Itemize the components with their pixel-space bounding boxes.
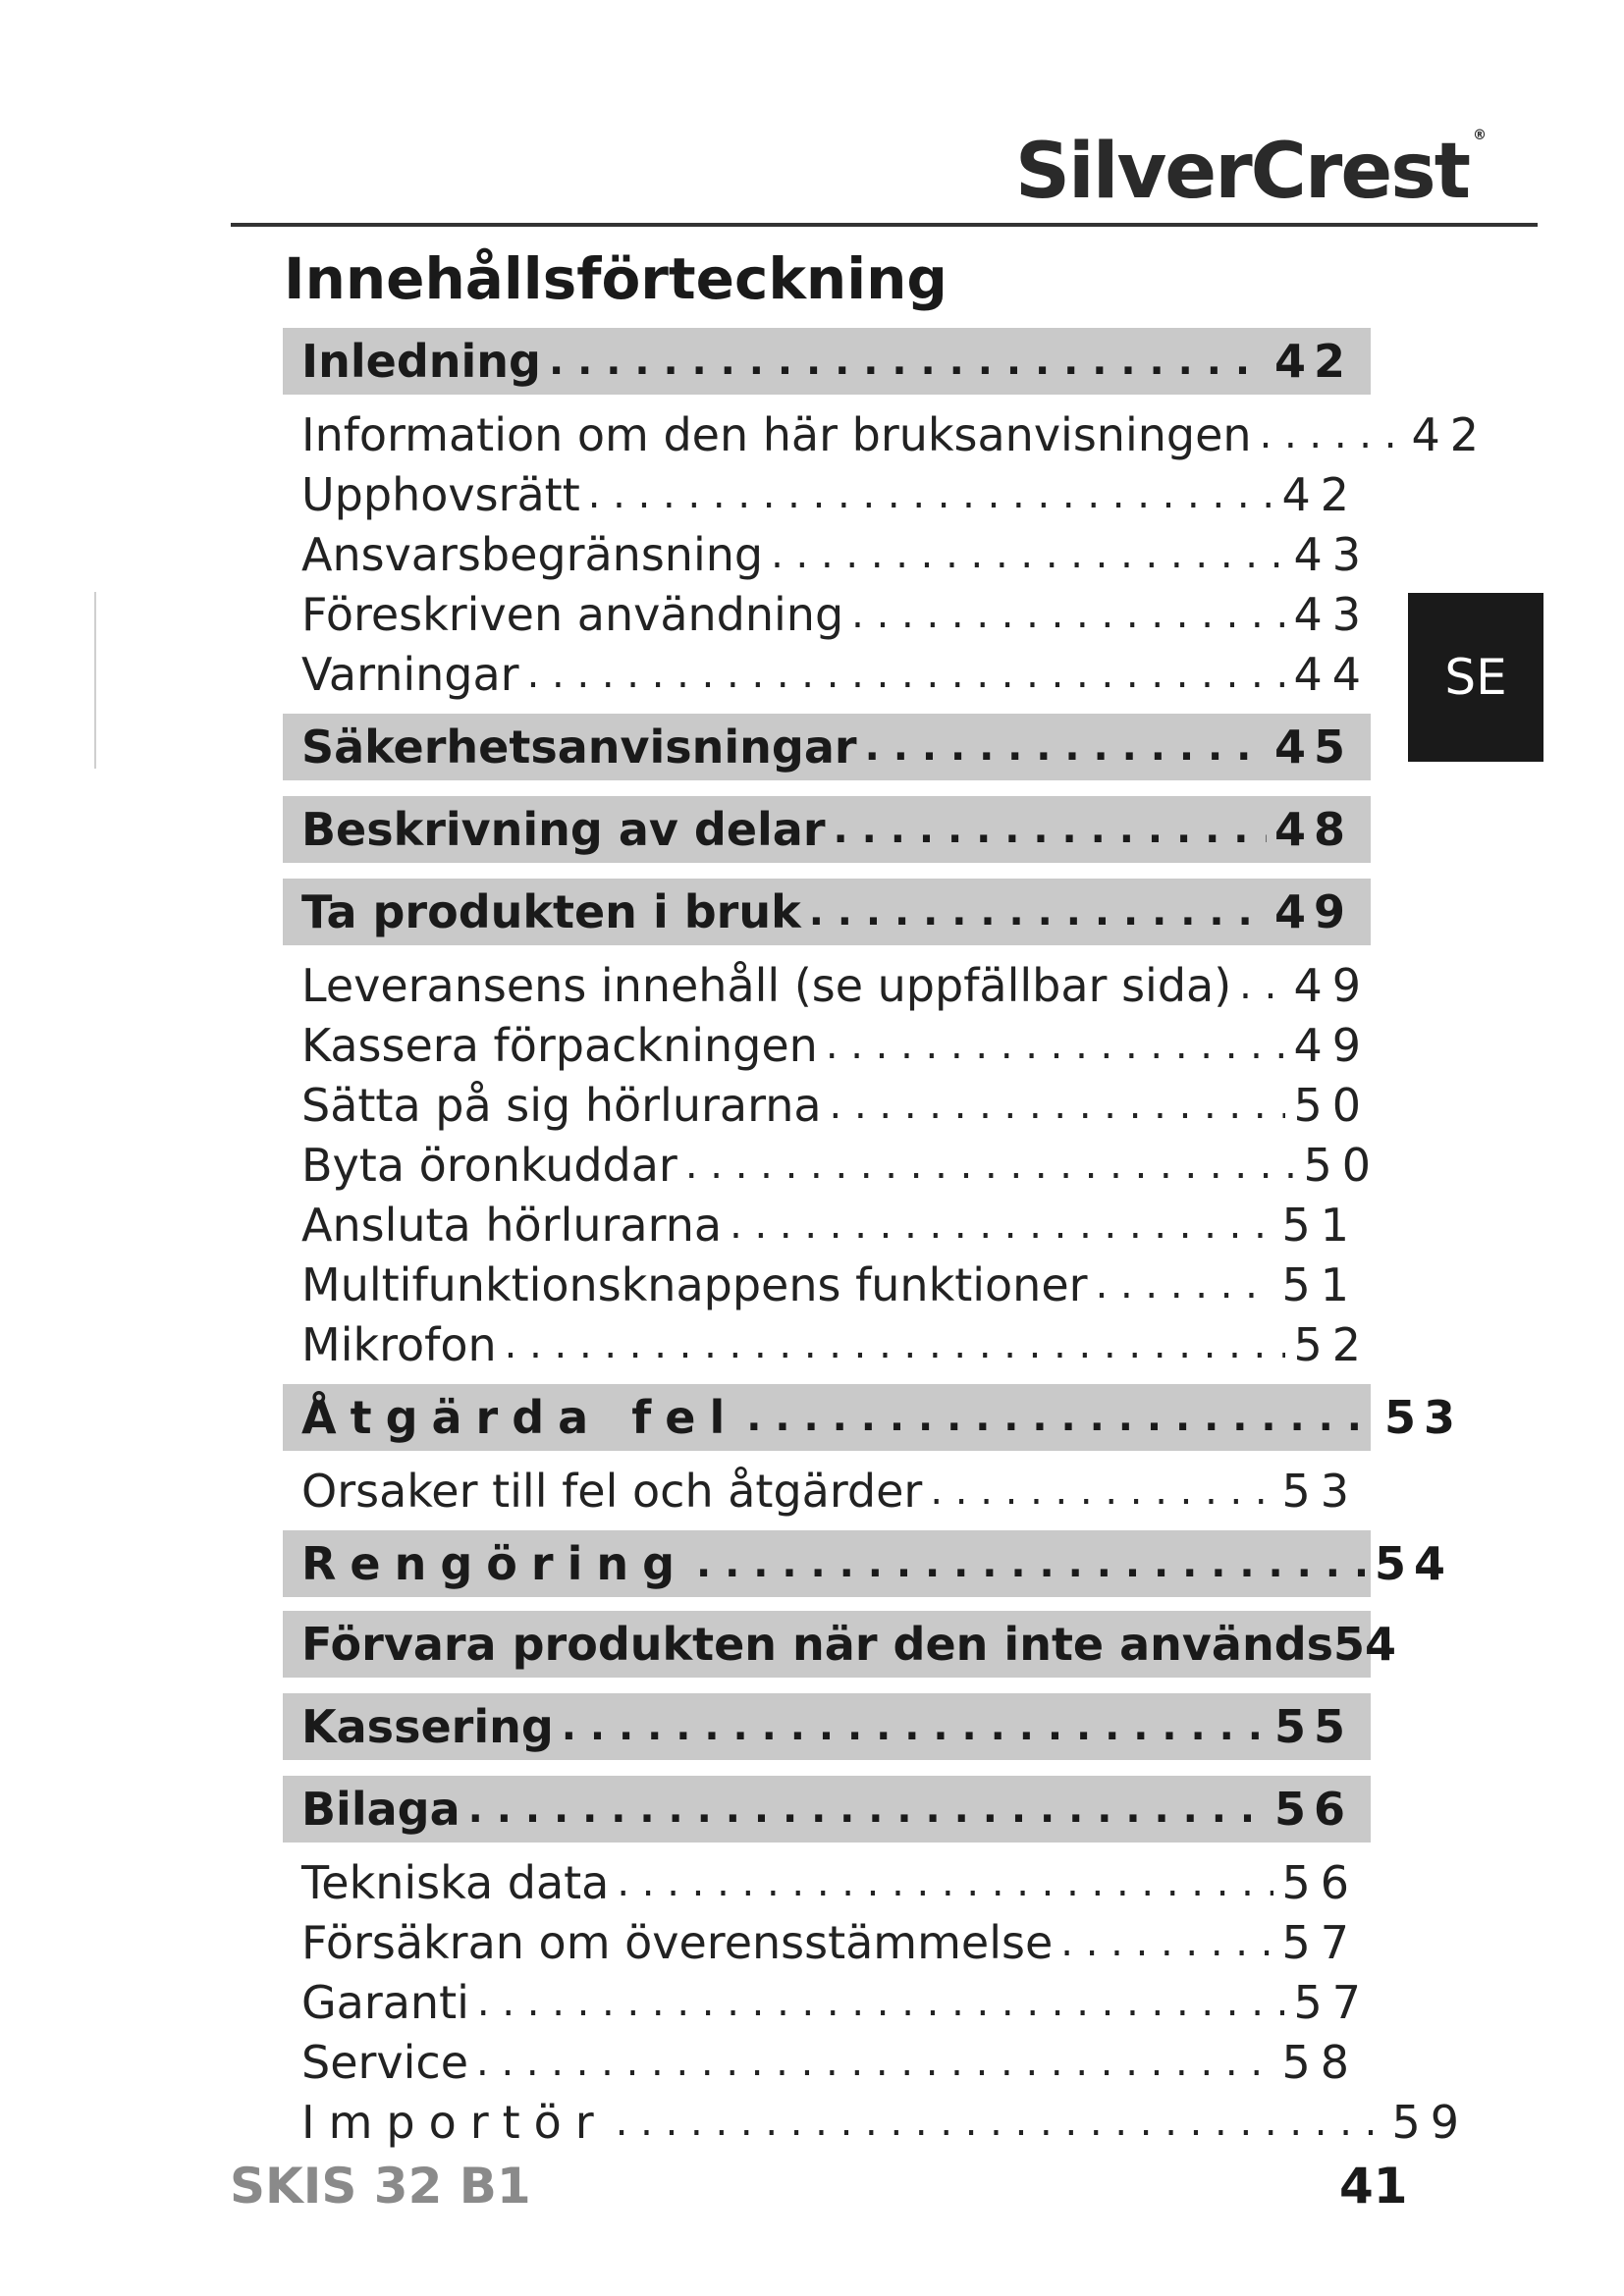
dot-leader <box>809 889 1267 934</box>
brand-logo <box>1015 128 1485 216</box>
page-title: Innehållsförteckning <box>284 245 947 312</box>
toc-page-number: 42 <box>1281 467 1359 521</box>
toc-entry[interactable] <box>283 2092 1481 2152</box>
toc-page-number: 53 <box>1383 1391 1463 1444</box>
toc-page-number: 55 <box>1273 1700 1353 1753</box>
toc-section-label: Rengöring <box>301 1537 689 1590</box>
toc-section-bilaga[interactable] <box>283 1776 1371 1842</box>
toc-entry[interactable] <box>283 1015 1382 1075</box>
toc-section-inledning[interactable] <box>283 328 1371 395</box>
registered-mark: ® <box>1473 128 1485 143</box>
dot-leader <box>588 472 1274 517</box>
margin-mark <box>94 592 96 769</box>
toc-page-number: 50 <box>1293 1078 1371 1132</box>
toc-entry-label: Importör <box>301 2095 608 2149</box>
toc-entry-label: Sätta på sig hörlurarna <box>301 1078 822 1132</box>
toc-entry-label: Byta öronkuddar <box>301 1138 677 1192</box>
dot-leader <box>730 1202 1273 1248</box>
toc-page-number: 44 <box>1293 647 1371 701</box>
toc-entry-label: Mikrofon <box>301 1317 497 1371</box>
toc-page-number: 50 <box>1303 1138 1380 1192</box>
toc-section-kassering[interactable] <box>283 1693 1371 1760</box>
toc-section-label: Bilaga <box>301 1783 460 1836</box>
toc-entry-label: Garanti <box>301 1975 469 2029</box>
toc-section-label: Ta produkten i bruk <box>301 885 801 938</box>
dot-leader <box>476 2040 1273 2085</box>
dot-leader <box>830 1083 1286 1128</box>
toc-entry-label: Upphovsrätt <box>301 467 580 521</box>
toc-page-number: 52 <box>1293 1317 1371 1371</box>
toc-page-number: 54 <box>1374 1537 1453 1590</box>
toc-entry-label: Kassera förpackningen <box>301 1018 818 1072</box>
toc-entry[interactable] <box>283 1852 1371 1912</box>
toc-page-number: 53 <box>1281 1464 1359 1518</box>
dot-leader <box>696 1541 1367 1586</box>
toc-page-number: 58 <box>1281 2035 1359 2089</box>
dot-leader <box>834 807 1267 852</box>
toc-page-number: 49 <box>1273 885 1353 938</box>
toc-entry[interactable] <box>283 1255 1371 1314</box>
model-number: SKIS 32 B1 <box>230 2158 531 2215</box>
toc-page-number: 57 <box>1293 1975 1371 2029</box>
language-tab: SE <box>1408 593 1543 762</box>
dot-leader <box>477 1980 1286 2025</box>
toc-entry-label: Varningar <box>301 647 519 701</box>
dot-leader <box>865 724 1267 770</box>
toc-section-label: Säkerhetsanvisningar <box>301 721 857 774</box>
toc-page-number: 48 <box>1273 803 1353 856</box>
dot-leader <box>468 1787 1267 1832</box>
toc-section-label: Kassering <box>301 1700 554 1753</box>
toc-entry-label: Ansluta hörlurarna <box>301 1198 723 1252</box>
toc-entry[interactable] <box>283 524 1382 584</box>
dot-leader <box>1260 412 1404 457</box>
toc-entry-label: Information om den här bruksanvisningen <box>301 407 1252 461</box>
toc-page-number: 59 <box>1391 2095 1469 2149</box>
toc-page-number: 56 <box>1281 1855 1359 1909</box>
toc-entry-label: Orsaker till fel och åtgärder <box>301 1464 923 1518</box>
toc-section-ta-produkten-i-bruk[interactable] <box>283 879 1371 945</box>
dot-leader <box>562 1704 1267 1749</box>
toc-entry[interactable] <box>283 1135 1392 1195</box>
toc-page-number: 51 <box>1281 1257 1359 1311</box>
brand-logo-text: SilverCrest <box>1014 128 1469 216</box>
toc-section-rengoring[interactable] <box>283 1530 1471 1597</box>
toc-section-forvara[interactable] <box>283 1611 1397 1678</box>
toc-page-number: 45 <box>1273 721 1353 774</box>
toc-entry[interactable] <box>283 404 1500 464</box>
toc-section-label: Åtgärda fel <box>301 1391 739 1444</box>
toc-page-number: 49 <box>1293 1018 1371 1072</box>
toc-entry[interactable] <box>283 1972 1382 2032</box>
dot-leader <box>771 532 1285 577</box>
dot-leader <box>930 1468 1273 1514</box>
toc-entry[interactable] <box>283 1195 1371 1255</box>
toc-entry-label: Leveransens innehåll (se uppfällbar sida) <box>301 958 1232 1012</box>
dot-leader <box>1096 1262 1274 1308</box>
toc-page-number: 56 <box>1273 1783 1353 1836</box>
toc-entry[interactable] <box>283 1075 1382 1135</box>
toc-page-number: 57 <box>1281 1915 1359 1969</box>
toc-section-label: Förvara produkten när den inte används <box>301 1618 1334 1671</box>
toc-entry-label: Ansvarsbegränsning <box>301 527 764 581</box>
table-of-contents <box>283 328 1500 2152</box>
toc-page-number: 43 <box>1293 527 1371 581</box>
dot-leader <box>851 592 1285 637</box>
toc-entry-label: Försäkran om överensstämmelse <box>301 1915 1054 1969</box>
dot-leader <box>549 339 1267 384</box>
toc-entry[interactable] <box>283 644 1382 704</box>
toc-entry-label: Föreskriven användning <box>301 587 844 641</box>
dot-leader <box>746 1395 1377 1440</box>
dot-leader <box>685 1143 1296 1188</box>
toc-entry[interactable] <box>283 2032 1371 2092</box>
toc-entry-label: Multifunktionsknappens funktioner <box>301 1257 1088 1311</box>
toc-entry[interactable] <box>283 1461 1371 1521</box>
toc-entry[interactable] <box>283 584 1382 644</box>
toc-section-beskrivning[interactable] <box>283 796 1371 863</box>
header-rule <box>231 223 1538 227</box>
toc-entry[interactable] <box>283 955 1382 1015</box>
toc-page-number: 54 <box>1333 1618 1397 1671</box>
dot-leader <box>505 1322 1286 1367</box>
toc-entry-label: Service <box>301 2035 469 2089</box>
dot-leader <box>1060 1920 1273 1965</box>
dot-leader <box>617 1860 1273 1905</box>
dot-leader <box>1239 963 1285 1008</box>
toc-page-number: 43 <box>1293 587 1371 641</box>
toc-page-number: 42 <box>1273 335 1353 388</box>
dot-leader <box>527 652 1286 697</box>
toc-entry[interactable] <box>283 1912 1371 1972</box>
toc-section-atgarda-fel[interactable] <box>283 1384 1481 1451</box>
toc-section-sakerhetsanvisningar[interactable] <box>283 714 1371 780</box>
toc-section-label: Inledning <box>301 335 541 388</box>
toc-entry[interactable] <box>283 464 1371 524</box>
toc-section-label: Beskrivning av delar <box>301 803 826 856</box>
toc-page-number: 49 <box>1293 958 1371 1012</box>
toc-page-number: 51 <box>1281 1198 1359 1252</box>
toc-page-number: 42 <box>1411 407 1489 461</box>
toc-entry-label: Tekniska data <box>301 1855 610 1909</box>
page-number: 41 <box>1339 2158 1408 2215</box>
toc-entry[interactable] <box>283 1314 1382 1374</box>
dot-leader <box>826 1023 1286 1068</box>
dot-leader <box>616 2100 1384 2145</box>
